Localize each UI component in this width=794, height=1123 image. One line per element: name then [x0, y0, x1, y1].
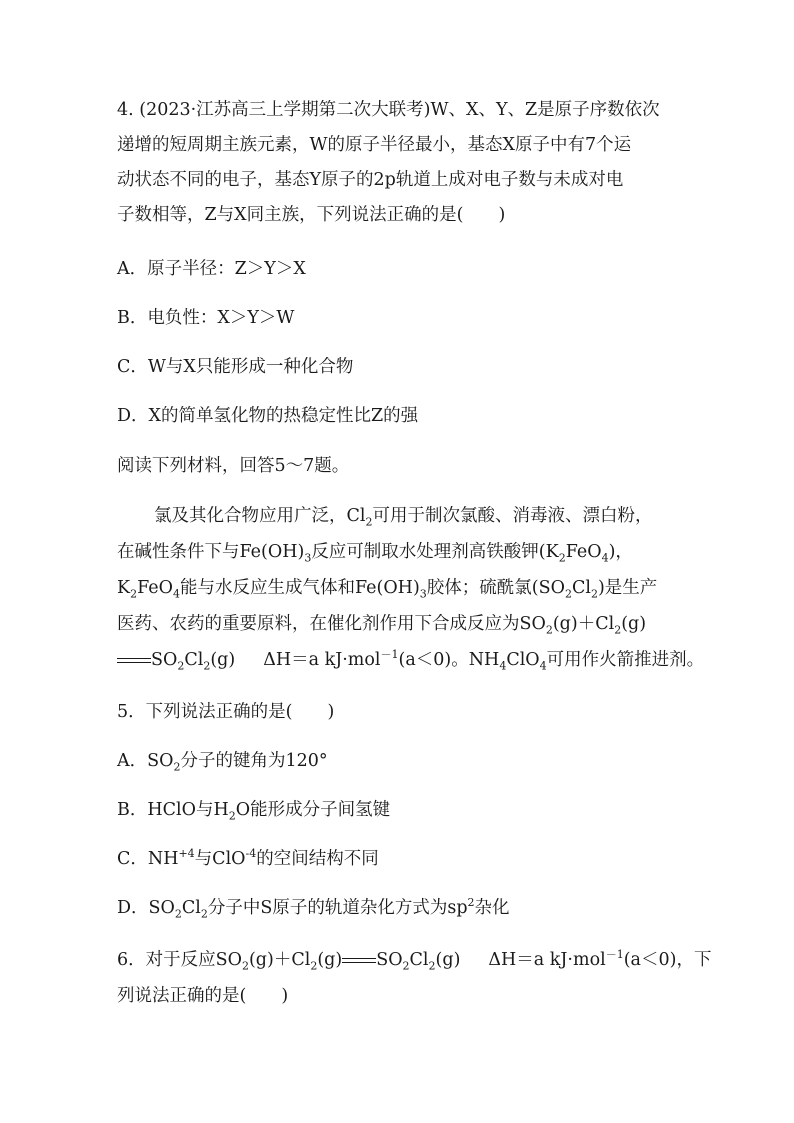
q5-option-c: C．$NH^{+4}$与ClO$^{-4}$的空间结构不同 — [117, 847, 379, 869]
q4-stem-line-1: 4. (2023·江苏高三上学期第二次大联考)W、X、Y、Z是原子序数依次 — [117, 100, 660, 120]
material-line-5: $SO_2Cl_2(g)$ ΔH＝a kJ·mol$^{-1}$(a＜0)。$NH_4ClO_4$可用作火箭推进剂。 — [117, 648, 704, 672]
q4-stem-line-2: 递增的短周期主族元素，W的原子半径最小，基态X原子中有7个运 — [117, 135, 632, 155]
q6-stem-line-2: 列说法正确的是( ) — [117, 986, 289, 1006]
material-line-1: 氯及其化合物应用广泛，$Cl_2$可用于制次氯酸、消毒液、漂白粉， — [154, 506, 653, 529]
q4-option-a: A．原子半径：Z＞Y＞X — [117, 259, 306, 279]
material-line-4: 医药、农药的重要原料，在催化剂作用下合成反应为$SO_2(g)+Cl_2(g)$ — [117, 614, 647, 637]
q4-stem-line-3: 动状态不同的电子，基态Y原子的2p轨道上成对电子数与未成对电 — [117, 170, 624, 190]
material-line-3: $K_2FeO_4$能与水反应生成气体和$Fe(OH)_3$胶体；硫酰氯$(SO_2Cl_2)$是生产 — [117, 578, 658, 601]
q5-option-a: A．$SO_2$分子的键角为120° — [117, 751, 328, 774]
material-line-2: 在碱性条件下与$Fe(OH)_3$反应可制取水处理剂高铁酸钾$(K_2FeO_4)$， — [117, 542, 633, 565]
q5-option-d: D．$SO_2Cl_2$分子中S原子的轨道杂化方式为$sp^2$杂化 — [117, 896, 510, 921]
q5-stem: 5．下列说法正确的是( ) — [117, 702, 335, 722]
equal-arrow-icon — [342, 956, 376, 966]
q4-stem-line-4: 子数相等，Z与X同主族，下列说法正确的是( ) — [117, 205, 506, 225]
q4-option-b: B．电负性：X＞Y＞W — [117, 308, 295, 328]
q4-option-c: C．W与X只能形成一种化合物 — [117, 357, 354, 377]
q4-option-d: D．X的简单氢化物的热稳定性比Z的强 — [117, 406, 419, 426]
equal-arrow-icon — [117, 656, 151, 666]
q5-option-b: B．HClO与$H_2O$能形成分子间氢键 — [117, 800, 391, 823]
q6-stem-line-1: 6．对于反应$SO_2(g)+Cl_2(g)$ $SO_2Cl_2(g)$ ΔH＝a kJ·mol$^{-1}$(a＜0)，下 — [117, 948, 712, 973]
reading-intro: 阅读下列材料，回答5～7题。 — [117, 456, 350, 476]
